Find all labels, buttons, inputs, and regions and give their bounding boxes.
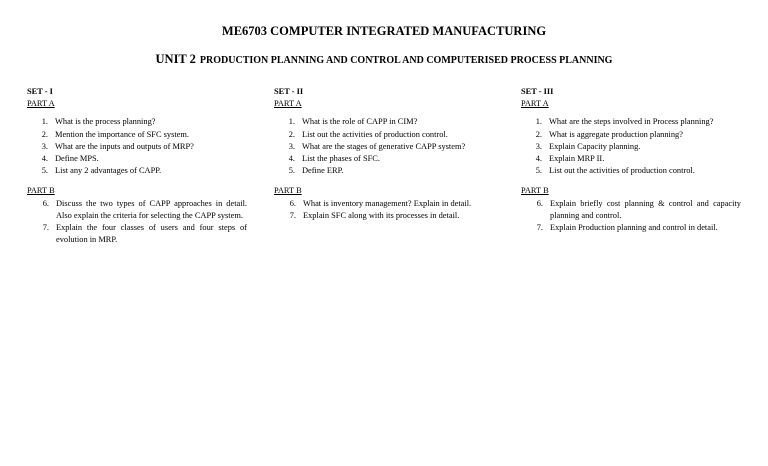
question-text: What is aggregate production planning? bbox=[549, 129, 683, 139]
question-number: 7. bbox=[42, 223, 49, 233]
part-a-list bbox=[521, 116, 741, 177]
unit-name: PRODUCTION PLANNING AND CONTROL AND COMPUTERISED PROCESS PLANNING bbox=[199, 55, 613, 66]
unit-number: UNIT 2 bbox=[155, 52, 196, 66]
question-text: List out the activities of production control. bbox=[302, 129, 448, 139]
question-text: List any 2 advantages of CAPP. bbox=[55, 166, 162, 176]
part-a-label: PART A bbox=[521, 99, 549, 109]
question-number: 6. bbox=[289, 198, 296, 208]
question-item bbox=[27, 129, 247, 141]
question-number: 2. bbox=[41, 129, 48, 139]
question-item bbox=[274, 210, 494, 222]
question-text: Explain the four classes of users and four steps of evolution in MRP. bbox=[56, 223, 247, 245]
question-item bbox=[521, 165, 741, 177]
question-number: 6. bbox=[536, 198, 543, 208]
question-number: 7. bbox=[536, 223, 543, 233]
question-text: What are the stages of generative CAPP system? bbox=[302, 141, 466, 151]
question-text: What is inventory management? Explain in detail. bbox=[303, 198, 472, 208]
question-item bbox=[274, 129, 494, 141]
question-item bbox=[274, 141, 494, 153]
question-text: List out the activities of production control. bbox=[549, 166, 695, 176]
question-text: Explain SFC along with its processes in detail. bbox=[303, 210, 460, 220]
question-text: What are the steps involved in Process planning? bbox=[549, 117, 714, 127]
part-a-label: PART A bbox=[27, 99, 55, 109]
set-column-3 bbox=[521, 86, 741, 234]
question-text: Discuss the two types of CAPP approaches in detail. Also explain the criteria for selecting the CAPP system. bbox=[56, 198, 247, 220]
question-item bbox=[274, 165, 494, 177]
question-number: 3. bbox=[288, 141, 295, 151]
question-text: Mention the importance of SFC system. bbox=[55, 129, 189, 139]
question-item bbox=[274, 153, 494, 165]
question-item bbox=[274, 116, 494, 128]
question-text: Define MPS. bbox=[55, 154, 99, 164]
set-title: SET - II bbox=[274, 87, 304, 96]
question-item bbox=[521, 129, 741, 141]
part-b-label: PART B bbox=[521, 186, 549, 196]
question-number: 2. bbox=[535, 129, 542, 139]
question-item bbox=[521, 222, 741, 234]
question-text: Explain Production planning and control in detail. bbox=[550, 223, 718, 233]
question-item bbox=[521, 116, 741, 128]
document-title: ME6703 COMPUTER INTEGRATED MANUFACTURING bbox=[221, 24, 547, 38]
question-item bbox=[274, 198, 494, 210]
question-number: 4. bbox=[41, 154, 48, 164]
question-number: 3. bbox=[535, 141, 542, 151]
question-number: 1. bbox=[288, 117, 295, 127]
set-column-1 bbox=[27, 86, 247, 246]
part-a-label: PART A bbox=[274, 99, 302, 109]
question-number: 5. bbox=[41, 166, 48, 176]
question-item bbox=[27, 116, 247, 128]
question-item bbox=[27, 141, 247, 153]
question-item bbox=[27, 198, 247, 222]
question-text: Explain Capacity planning. bbox=[549, 141, 641, 151]
question-number: 6. bbox=[42, 198, 49, 208]
part-b-list bbox=[521, 198, 741, 235]
question-item bbox=[27, 222, 247, 246]
question-text: Explain briefly cost planning & control and capacity planning and control. bbox=[550, 198, 741, 220]
question-item bbox=[521, 198, 741, 222]
question-item bbox=[27, 153, 247, 165]
question-number: 7. bbox=[289, 210, 296, 220]
question-number: 5. bbox=[288, 166, 295, 176]
question-text: Define ERP. bbox=[302, 166, 344, 176]
part-b-list bbox=[274, 198, 494, 222]
set-column-2 bbox=[274, 86, 494, 222]
question-number: 5. bbox=[535, 166, 542, 176]
question-text: What are the inputs and outputs of MRP? bbox=[55, 141, 194, 151]
question-item bbox=[521, 141, 741, 153]
question-number: 4. bbox=[535, 154, 542, 164]
question-number: 1. bbox=[41, 117, 48, 127]
question-text: List the phases of SFC. bbox=[302, 154, 380, 164]
question-number: 1. bbox=[535, 117, 542, 127]
question-number: 3. bbox=[41, 141, 48, 151]
part-b-label: PART B bbox=[274, 186, 302, 196]
part-b-list bbox=[27, 198, 247, 247]
set-title: SET - I bbox=[27, 87, 53, 96]
set-title: SET - III bbox=[521, 87, 554, 96]
question-text: Explain MRP II. bbox=[549, 154, 605, 164]
part-a-list bbox=[27, 116, 247, 177]
question-number: 2. bbox=[288, 129, 295, 139]
question-item bbox=[27, 165, 247, 177]
part-a-list bbox=[274, 116, 494, 177]
question-item bbox=[521, 153, 741, 165]
question-number: 4. bbox=[288, 154, 295, 164]
part-b-label: PART B bbox=[27, 186, 55, 196]
question-text: What is the process planning? bbox=[55, 117, 156, 127]
question-text: What is the role of CAPP in CIM? bbox=[302, 117, 418, 127]
unit-heading bbox=[0, 50, 768, 68]
